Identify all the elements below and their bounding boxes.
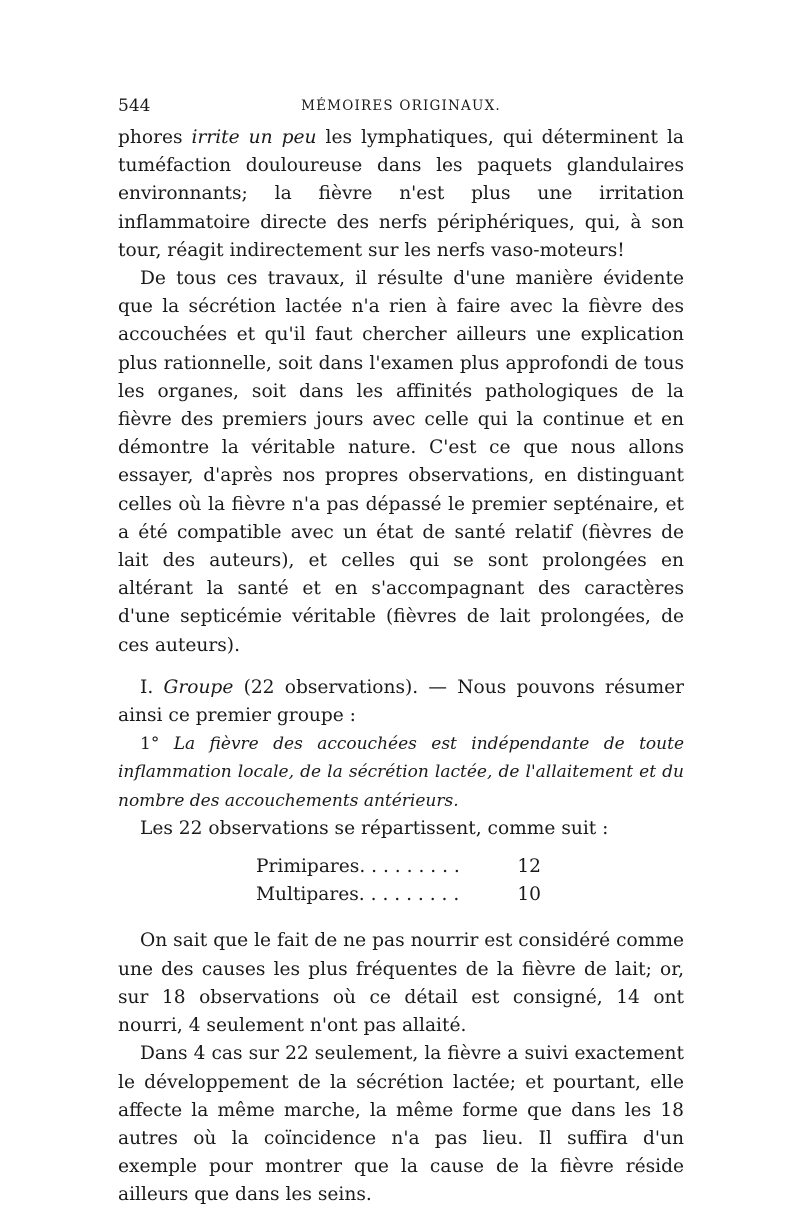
running-title: MÉMOIRES ORIGINAUX.	[301, 98, 501, 114]
count-row	[256, 881, 684, 909]
book-page	[118, 96, 684, 1210]
observation-counts-table	[256, 853, 684, 909]
paragraph-1	[118, 124, 684, 265]
paragraph-distribution: Les 22 observations se répartissent, comme suit :	[140, 817, 609, 839]
group-label: Groupe	[163, 676, 234, 698]
count-label: Primipares. . . . . . . . .	[256, 856, 460, 878]
paragraph-2: De tous ces travaux, il résulte d'une manière évidente que la sécrétion lactée n'a rien à faire avec la fièvre des accouchées et qu'il faut chercher ailleurs une explication plus rationnelle, soit dans l'examen plus approfondi de tous les organes, soit dans les affinités pathologiques de la fièvre des premiers jours avec celle qui la continue et en démontre la véritable nature. C'est ce que nous allons essayer, d'après nos propres observations, en distinguant celles où la fièvre n'a pas dépassé le premier septénaire, et a été compatible avec un état de santé relatif (fièvres de lait des auteurs), et celles qui se sont prolongées en altérant la santé et en s'accompagnant des caractères d'une septicémie véritable (fièvres de lait prolongées, de ces auteurs).	[118, 268, 684, 656]
group-number: I.	[140, 676, 164, 698]
group-heading-paragraph	[118, 674, 684, 730]
page-number: 544	[118, 96, 151, 116]
proposition-text: La fièvre des accouchées est indépendante de toute inflammation locale, de la sécrétion lactée, de l'allaitement et du nombre des accouchements antérieurs.	[118, 734, 684, 811]
paragraph-1-start: phores	[118, 127, 192, 148]
paragraph-nursing: On sait que le fait de ne pas nourrir est considéré comme une des causes les plus fréquentes de la fièvre de lait; or, sur 18 observations où ce détail est consigné, 14 ont nourri, 4 seulement n'ont pas allaité.	[118, 930, 684, 1037]
proposition-number: 1°	[140, 734, 160, 755]
group-summary: (22 observations). — Nous pouvons résumer ainsi ce premier groupe :	[118, 676, 684, 727]
paragraph-cases: Dans 4 cas sur 22 seulement, la fièvre a suivi exactement le développement de la sécrétion lactée; et pourtant, elle affecte la même marche, la même forme que dans les 18 autres où la coïncidence n'a pas lieu. Il suffira d'un exemple pour montrer que la cause de la fièvre réside ailleurs que dans les seins.	[118, 1043, 684, 1206]
paragraph-1-rest: les lymphatiques, qui déterminent la tuméfaction douloureuse dans les paquets glandulaires environnants; la fièvre n'est plus une irritation inflammatoire directe des nerfs périphériques, qui, à son tour, réagit indirectement sur les nerfs vaso-moteurs!	[118, 127, 684, 261]
count-value: 10	[517, 884, 541, 906]
proposition-1	[118, 730, 684, 815]
count-row	[256, 853, 684, 881]
paragraph-1-italic: irrite un peu	[191, 127, 317, 148]
running-header	[118, 96, 684, 124]
count-value: 12	[517, 856, 541, 878]
count-label: Multipares. . . . . . . . .	[256, 884, 460, 906]
